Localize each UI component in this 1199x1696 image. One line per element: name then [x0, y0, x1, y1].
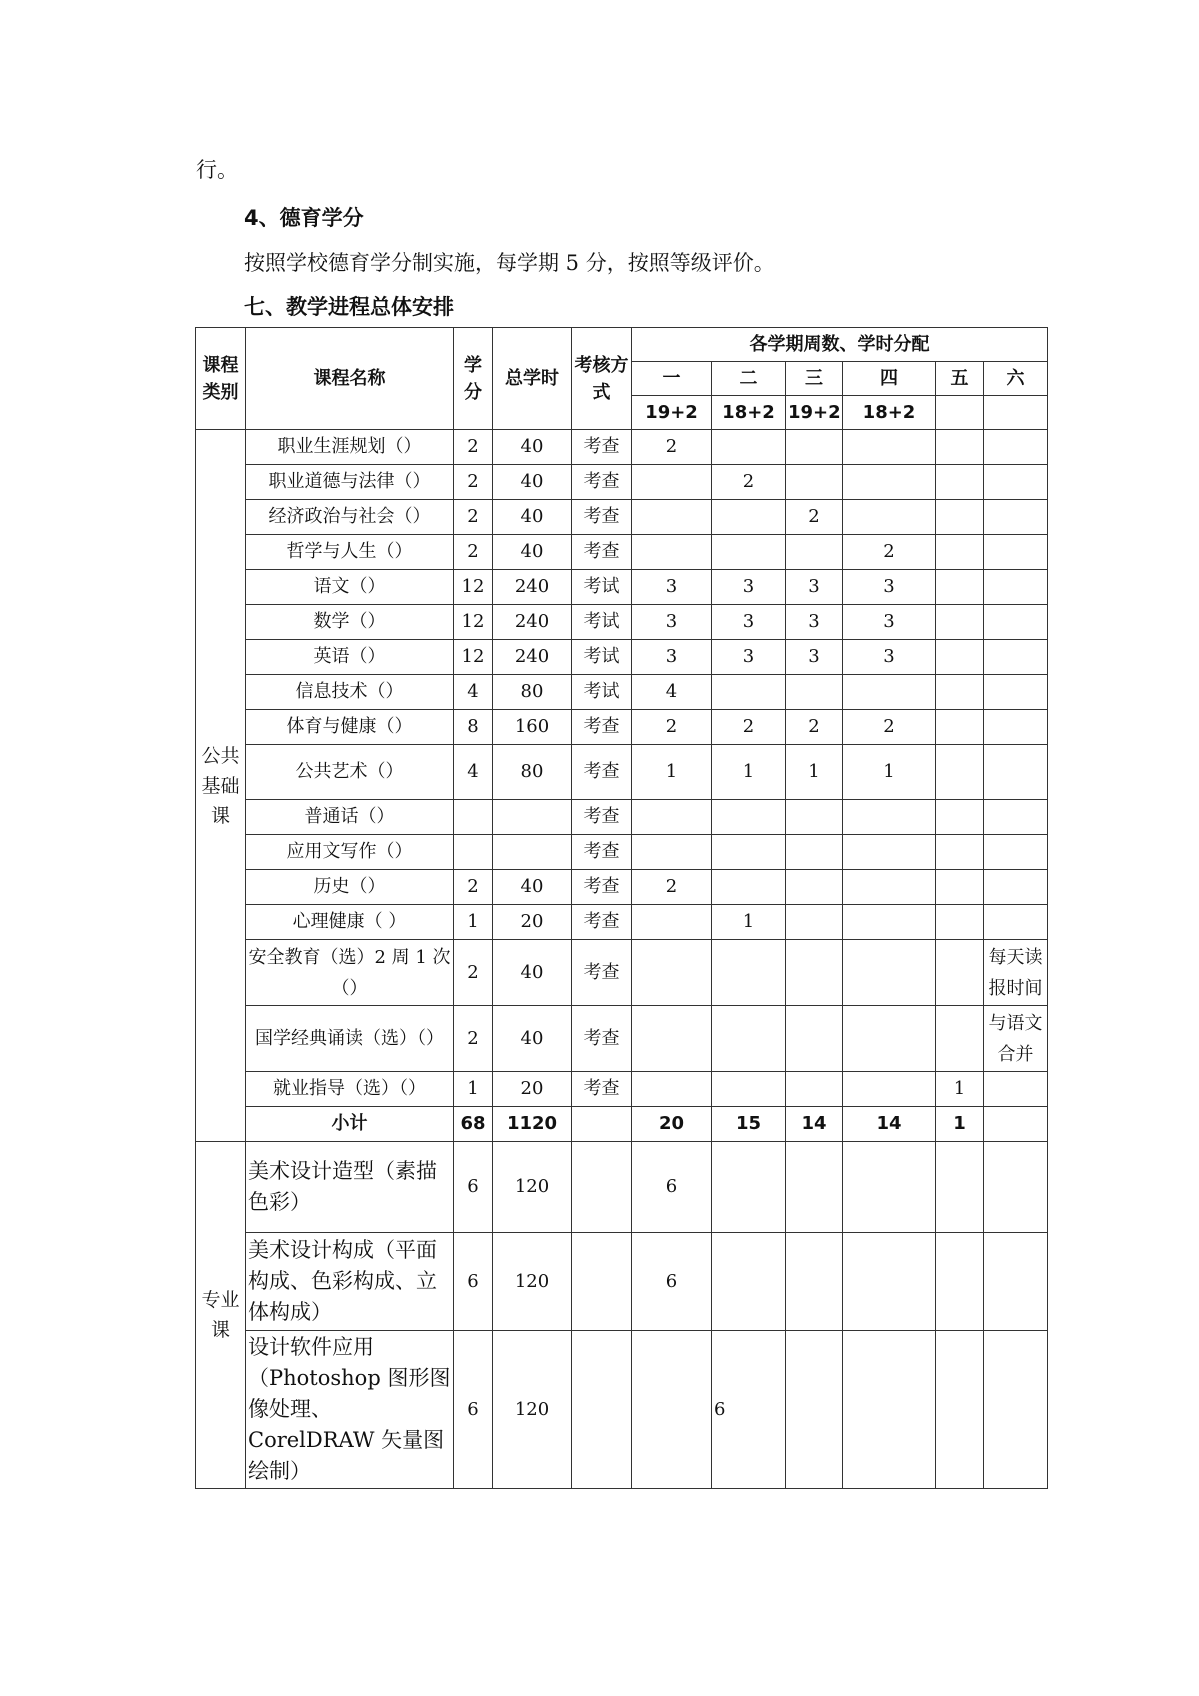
- hours-cell: 40: [493, 1006, 572, 1072]
- semester-cell: [984, 870, 1048, 905]
- course-name: 就业指导（选）（）: [246, 1072, 454, 1107]
- credit-cell: [454, 835, 493, 870]
- semester-cell: 1: [936, 1072, 984, 1107]
- subtotal-semester: 1: [936, 1107, 984, 1142]
- credit-cell: 12: [454, 640, 493, 675]
- semester-cell: [632, 800, 712, 835]
- hours-cell: 40: [493, 500, 572, 535]
- header-weeks-4: 18+2: [843, 396, 936, 430]
- semester-cell: 1: [632, 745, 712, 800]
- hours-cell: 120: [493, 1233, 572, 1331]
- semester-cell: [712, 800, 786, 835]
- assess-cell: 考查: [572, 835, 632, 870]
- hours-cell: 80: [493, 675, 572, 710]
- semester-cell: 4: [632, 675, 712, 710]
- semester-cell: [984, 640, 1048, 675]
- semester-cell: [786, 905, 843, 940]
- semester-cell: [632, 535, 712, 570]
- paragraph-tail: 行。: [196, 158, 238, 182]
- semester-cell: [984, 605, 1048, 640]
- assess-cell: 考试: [572, 570, 632, 605]
- semester-cell: [712, 940, 786, 1006]
- assess-cell: 考查: [572, 745, 632, 800]
- semester-cell: [984, 570, 1048, 605]
- course-name: 职业生涯规划（）: [246, 430, 454, 465]
- semester-cell: [843, 1006, 936, 1072]
- assess-cell: 考查: [572, 1006, 632, 1072]
- category-professional: 专业课: [196, 1142, 246, 1489]
- assess-cell: 考试: [572, 605, 632, 640]
- semester-cell: [936, 1142, 984, 1233]
- semester-cell: [936, 465, 984, 500]
- semester-cell: [843, 835, 936, 870]
- hours-cell: 40: [493, 535, 572, 570]
- assess-cell: 考查: [572, 870, 632, 905]
- semester-cell: 3: [786, 640, 843, 675]
- course-name: 体育与健康（）: [246, 710, 454, 745]
- semester-cell: [984, 1331, 1048, 1489]
- assess-cell: 考查: [572, 940, 632, 1006]
- subtotal-semester: 14: [786, 1107, 843, 1142]
- semester-cell: [843, 430, 936, 465]
- semester-cell: [632, 465, 712, 500]
- semester-cell: [843, 675, 936, 710]
- assess-cell: 考查: [572, 1072, 632, 1107]
- hours-cell: 80: [493, 745, 572, 800]
- semester-cell: [984, 1142, 1048, 1233]
- semester-cell: [712, 1233, 786, 1331]
- semester-cell: [984, 465, 1048, 500]
- header-semester-6: 六: [984, 362, 1048, 396]
- section-7-heading: 七、教学进程总体安排: [244, 295, 454, 319]
- semester-cell: 1: [712, 905, 786, 940]
- credit-cell: 12: [454, 570, 493, 605]
- semester-cell: [786, 1072, 843, 1107]
- semester-cell: [984, 745, 1048, 800]
- credit-cell: 1: [454, 905, 493, 940]
- semester-cell: [984, 430, 1048, 465]
- hours-cell: 40: [493, 940, 572, 1006]
- header-course-name: 课程名称: [246, 328, 454, 430]
- semester-cell: 3: [712, 640, 786, 675]
- course-name: 职业道德与法律（）: [246, 465, 454, 500]
- course-name: 安全教育（选）2 周 1 次（）: [246, 940, 454, 1006]
- hours-cell: 120: [493, 1331, 572, 1489]
- semester-cell: [786, 1331, 843, 1489]
- credit-cell: 4: [454, 675, 493, 710]
- semester-cell: 3: [632, 570, 712, 605]
- semester-cell: [936, 905, 984, 940]
- assess-cell: [572, 1142, 632, 1233]
- subtotal-label: 小计: [246, 1107, 454, 1142]
- assess-cell: 考查: [572, 535, 632, 570]
- semester-cell: [984, 675, 1048, 710]
- semester-cell-note: 与语文合并: [984, 1006, 1048, 1072]
- header-semester-1: 一: [632, 362, 712, 396]
- semester-cell: [786, 1142, 843, 1233]
- credit-cell: 4: [454, 745, 493, 800]
- semester-cell: [712, 835, 786, 870]
- hours-cell: [493, 835, 572, 870]
- semester-cell: 3: [632, 605, 712, 640]
- assess-cell: 考查: [572, 430, 632, 465]
- semester-cell: [712, 1006, 786, 1072]
- credit-cell: 2: [454, 465, 493, 500]
- course-name: 英语（）: [246, 640, 454, 675]
- semester-cell: 2: [843, 710, 936, 745]
- assess-cell: 考查: [572, 465, 632, 500]
- semester-cell: 2: [843, 535, 936, 570]
- header-weeks-2: 18+2: [712, 396, 786, 430]
- hours-cell: 20: [493, 905, 572, 940]
- header-category: 课程类别: [196, 328, 246, 430]
- semester-cell: [712, 535, 786, 570]
- semester-cell: 3: [786, 605, 843, 640]
- credit-cell: 6: [454, 1331, 493, 1489]
- header-assessment: 考核方式: [572, 328, 632, 430]
- semester-cell: [843, 465, 936, 500]
- credit-cell: 12: [454, 605, 493, 640]
- semester-cell: [936, 1006, 984, 1072]
- semester-cell: [632, 1006, 712, 1072]
- semester-cell: [984, 800, 1048, 835]
- assess-cell: 考查: [572, 905, 632, 940]
- course-name: 信息技术（）: [246, 675, 454, 710]
- course-name: 设计软件应用（Photoshop 图形图像处理、CorelDRAW 矢量图绘制）: [246, 1331, 454, 1489]
- header-weeks-1: 19+2: [632, 396, 712, 430]
- header-weeks-5: [936, 396, 984, 430]
- credit-cell: 2: [454, 500, 493, 535]
- credit-cell: 2: [454, 535, 493, 570]
- category-public: 公共基础课: [196, 430, 246, 1142]
- semester-cell: [936, 870, 984, 905]
- semester-cell: [786, 870, 843, 905]
- semester-cell: 3: [843, 640, 936, 675]
- header-semester-2: 二: [712, 362, 786, 396]
- semester-cell: [984, 835, 1048, 870]
- semester-cell-note: 每天读报时间: [984, 940, 1048, 1006]
- credit-cell: 2: [454, 870, 493, 905]
- semester-cell: [843, 1142, 936, 1233]
- hours-cell: 20: [493, 1072, 572, 1107]
- semester-cell: [786, 835, 843, 870]
- header-semester-3: 三: [786, 362, 843, 396]
- hours-cell: 160: [493, 710, 572, 745]
- semester-cell: [786, 430, 843, 465]
- semester-cell: [712, 430, 786, 465]
- credit-cell: 8: [454, 710, 493, 745]
- teaching-schedule-table: [195, 327, 1048, 1489]
- semester-cell: [712, 675, 786, 710]
- semester-cell: [936, 605, 984, 640]
- course-name: 哲学与人生（）: [246, 535, 454, 570]
- subtotal-hours: 1120: [493, 1107, 572, 1142]
- semester-cell: 2: [632, 870, 712, 905]
- semester-cell: 3: [632, 640, 712, 675]
- semester-cell: [936, 710, 984, 745]
- assess-cell: 考查: [572, 800, 632, 835]
- semester-cell: [712, 1142, 786, 1233]
- hours-cell: 40: [493, 430, 572, 465]
- semester-cell: [843, 1233, 936, 1331]
- course-name: 美术设计构成（平面构成、色彩构成、立体构成）: [246, 1233, 454, 1331]
- semester-cell: [984, 500, 1048, 535]
- hours-cell: 240: [493, 570, 572, 605]
- semester-cell: 6: [632, 1142, 712, 1233]
- semester-cell: [936, 640, 984, 675]
- semester-cell: [843, 1331, 936, 1489]
- course-name: 经济政治与社会（）: [246, 500, 454, 535]
- credit-cell: 2: [454, 1006, 493, 1072]
- course-name: 应用文写作（）: [246, 835, 454, 870]
- course-name: 历史（）: [246, 870, 454, 905]
- assess-cell: 考查: [572, 710, 632, 745]
- semester-cell: [632, 1072, 712, 1107]
- section-4-body: 按照学校德育学分制实施，每学期 5 分，按照等级评价。: [244, 251, 775, 275]
- semester-cell: [843, 870, 936, 905]
- semester-cell: [786, 675, 843, 710]
- hours-cell: 240: [493, 605, 572, 640]
- semester-cell: [786, 1006, 843, 1072]
- semester-cell: 2: [786, 710, 843, 745]
- subtotal-semester: [984, 1107, 1048, 1142]
- semester-cell: [984, 710, 1048, 745]
- hours-cell: 240: [493, 640, 572, 675]
- semester-cell: [786, 940, 843, 1006]
- semester-cell: [843, 905, 936, 940]
- semester-cell: [936, 675, 984, 710]
- header-weeks-3: 19+2: [786, 396, 843, 430]
- course-name: 国学经典诵读（选）（）: [246, 1006, 454, 1072]
- semester-cell: 1: [843, 745, 936, 800]
- semester-cell: [984, 1233, 1048, 1331]
- header-semester-4: 四: [843, 362, 936, 396]
- credit-cell: 1: [454, 1072, 493, 1107]
- semester-cell: 2: [632, 430, 712, 465]
- semester-cell: [936, 430, 984, 465]
- semester-cell: [712, 1072, 786, 1107]
- credit-cell: 6: [454, 1233, 493, 1331]
- header-total-hours: 总学时: [493, 328, 572, 430]
- semester-cell: [984, 905, 1048, 940]
- subtotal-assess: [572, 1107, 632, 1142]
- semester-cell: [632, 940, 712, 1006]
- semester-cell: 1: [786, 745, 843, 800]
- semester-cell: [936, 1233, 984, 1331]
- header-weeks-6: [984, 396, 1048, 430]
- section-4-heading: 4、德育学分: [244, 206, 364, 230]
- semester-cell: [786, 535, 843, 570]
- semester-cell: [786, 800, 843, 835]
- semester-cell: [936, 500, 984, 535]
- semester-cell: [632, 500, 712, 535]
- semester-cell: [936, 800, 984, 835]
- credit-cell: 6: [454, 1142, 493, 1233]
- course-name: 数学（）: [246, 605, 454, 640]
- semester-cell: [712, 870, 786, 905]
- semester-cell: [843, 1072, 936, 1107]
- semester-cell: 2: [712, 710, 786, 745]
- semester-cell: [936, 940, 984, 1006]
- hours-cell: [493, 800, 572, 835]
- semester-cell: 2: [786, 500, 843, 535]
- semester-cell: [984, 535, 1048, 570]
- header-semester-5: 五: [936, 362, 984, 396]
- header-semester-group: 各学期周数、学时分配: [632, 328, 1048, 362]
- semester-cell: [632, 905, 712, 940]
- assess-cell: [572, 1331, 632, 1489]
- semester-cell: 3: [712, 605, 786, 640]
- semester-cell: [936, 1331, 984, 1489]
- semester-cell: [786, 1233, 843, 1331]
- semester-cell: [632, 835, 712, 870]
- assess-cell: 考试: [572, 640, 632, 675]
- semester-cell: [984, 1072, 1048, 1107]
- semester-cell: 3: [712, 570, 786, 605]
- course-name: 心理健康（ ）: [246, 905, 454, 940]
- course-name: 普通话（）: [246, 800, 454, 835]
- credit-cell: [454, 800, 493, 835]
- subtotal-semester: 20: [632, 1107, 712, 1142]
- assess-cell: 考查: [572, 500, 632, 535]
- header-credit: 学分: [454, 328, 493, 430]
- semester-cell: 3: [786, 570, 843, 605]
- semester-cell: 6: [712, 1331, 786, 1489]
- semester-cell: [936, 745, 984, 800]
- semester-cell: [632, 1331, 712, 1489]
- assess-cell: [572, 1233, 632, 1331]
- semester-cell: [786, 465, 843, 500]
- subtotal-credit: 68: [454, 1107, 493, 1142]
- hours-cell: 120: [493, 1142, 572, 1233]
- semester-cell: [843, 500, 936, 535]
- semester-cell: [936, 535, 984, 570]
- semester-cell: 3: [843, 605, 936, 640]
- hours-cell: 40: [493, 870, 572, 905]
- course-name: 美术设计造型（素描色彩）: [246, 1142, 454, 1233]
- assess-cell: 考试: [572, 675, 632, 710]
- subtotal-semester: 15: [712, 1107, 786, 1142]
- semester-cell: 1: [712, 745, 786, 800]
- semester-cell: 6: [632, 1233, 712, 1331]
- credit-cell: 2: [454, 940, 493, 1006]
- semester-cell: 2: [712, 465, 786, 500]
- semester-cell: 2: [632, 710, 712, 745]
- hours-cell: 40: [493, 465, 572, 500]
- course-name: 公共艺术（）: [246, 745, 454, 800]
- credit-cell: 2: [454, 430, 493, 465]
- semester-cell: 3: [843, 570, 936, 605]
- semester-cell: [936, 570, 984, 605]
- semester-cell: [936, 835, 984, 870]
- semester-cell: [843, 800, 936, 835]
- semester-cell: [712, 500, 786, 535]
- course-name: 语文（）: [246, 570, 454, 605]
- subtotal-semester: 14: [843, 1107, 936, 1142]
- semester-cell: [843, 940, 936, 1006]
